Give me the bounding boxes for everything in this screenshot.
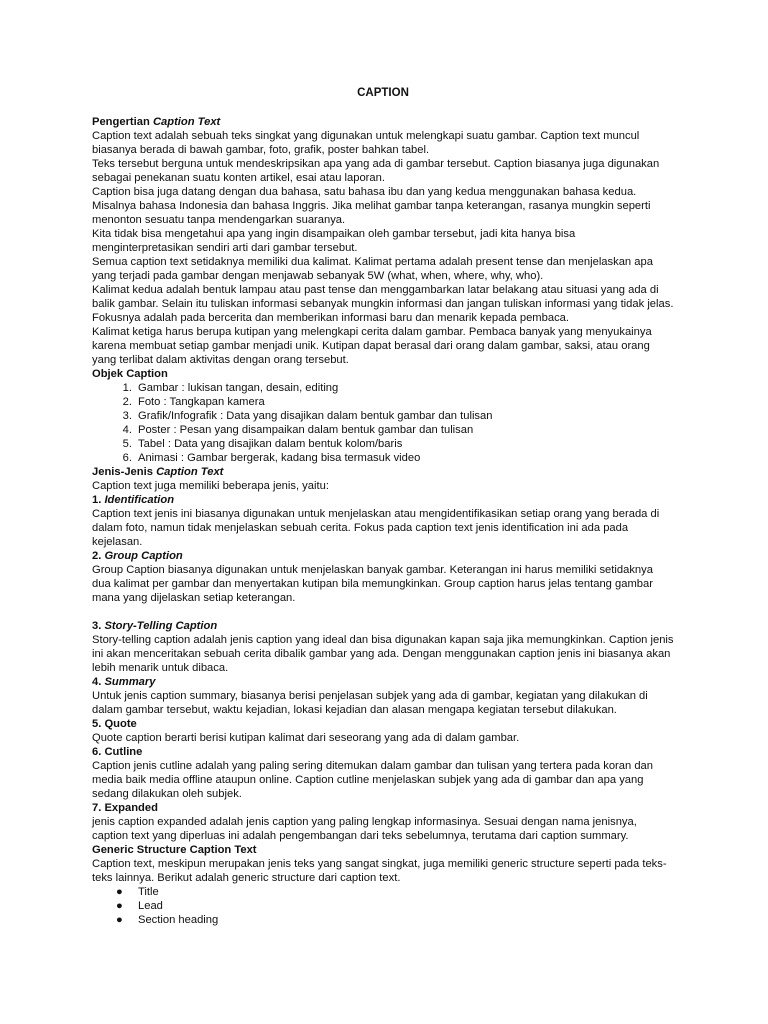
type-description: Story-telling caption adalah jenis caption yang ideal dan bisa digunakan kapan saja jika memungkinkan. Caption jenis ini akan menceritakan sebuah cerita dibalik gambar yang ada. Dengan menggunakan caption jenis ini biasanya akan lebih menarik untuk dibaca. (92, 634, 674, 674)
type-number: 1. (92, 494, 105, 506)
list-number: 3. (122, 410, 132, 422)
list-number: 6. (122, 452, 132, 464)
list-item-text: Animasi : Gambar bergerak, kadang bisa termasuk video (138, 452, 421, 464)
list-item (92, 885, 674, 899)
generic-heading: Generic Structure Caption Text (92, 844, 257, 856)
pengertian-paragraph: Teks tersebut berguna untuk mendeskripsikan apa yang ada di gambar tersebut. Caption biasanya juga digunakan sebagai penekanan suatu konten artikel, esai atau laporan. (92, 158, 660, 184)
type-number: 4. (92, 676, 105, 688)
list-item (92, 409, 674, 423)
list-item (92, 381, 674, 395)
blank-line (92, 605, 674, 619)
type-number: 3. (92, 620, 105, 632)
generic-structure-list (92, 885, 674, 927)
type-number: 6. (92, 746, 105, 758)
bullet-icon: ● (116, 886, 123, 898)
pengertian-paragraph: Kita tidak bisa mengetahui apa yang ingin disampaikan oleh gambar tersebut, jadi kita hanya bisa menginterpretasikan sendiri arti dari gambar tersebut. (92, 228, 576, 254)
pengertian-paragraph: Kalimat ketiga harus berupa kutipan yang melengkapi cerita dalam gambar. Pembaca banyak yang menyukainya karena membuat setiap gambar menjadi unik. Kutipan dapat berasal dari orang dalam gambar, saksi, atau orang yang terlibat dalam aktivitas dengan orang tersebut. (92, 326, 652, 366)
list-item-text: Title (138, 886, 159, 898)
list-item-text: Foto : Tangkapan kamera (138, 396, 265, 408)
list-item (92, 395, 674, 409)
pengertian-paragraph: Caption bisa juga datang dengan dua bahasa, satu bahasa ibu dan yang kedua menggunakan bahasa kedua. Misalnya bahasa Indonesia dan bahasa Inggris. Jika melihat gambar tanpa keterangan, rasanya mungkin seperti menonton sesuatu tanpa mendengarkan suaranya. (92, 186, 651, 226)
list-number: 4. (122, 424, 132, 436)
pengertian-paragraph: Kalimat kedua adalah bentuk lampau atau past tense dan menggambarkan latar belakang atau situasi yang ada di balik gambar. Selain itu tuliskan informasi sebanyak mungkin informasi dan jangan tuliskan informasi yang tidak jelas. Fokusnya adalah pada bercerita dan memberikan informasi baru dan menarik kepada pembaca. (92, 284, 674, 324)
type-name: Expanded (104, 802, 158, 814)
pengertian-heading-italic: Caption Text (152, 116, 221, 128)
bullet-icon: ● (116, 900, 123, 912)
bullet-icon: ● (116, 914, 123, 926)
list-item (92, 899, 674, 913)
type-name: Summary (104, 676, 156, 688)
pengertian-paragraph: Semua caption text setidaknya memiliki dua kalimat. Kalimat pertama adalah present tense dan menjelaskan apa yang terjadi pada gambar dengan menjawab sebanyak 5W (what, when, where, why, who). (92, 256, 653, 282)
generic-intro: Caption text, meskipun merupakan jenis teks yang sangat singkat, juga memiliki generic structure seperti pada teks-teks lainnya. Berikut adalah generic structure dari caption text. (92, 858, 667, 884)
type-description: Caption text jenis ini biasanya digunakan untuk menjelaskan atau mengidentifikasikan setiap orang yang berada di dalam foto, namun tidak menjelaskan sebuah cerita. Fokus pada caption text jenis identification ini ada pada kejelasan. (92, 508, 660, 548)
list-item-text: Gambar : lukisan tangan, desain, editing (138, 382, 339, 394)
list-item-text: Grafik/Infografik : Data yang disajikan dalam bentuk gambar dan tulisan (138, 410, 493, 422)
list-number: 5. (122, 438, 132, 450)
type-heading-identification (92, 493, 674, 507)
type-heading-summary (92, 675, 674, 689)
type-heading-cutline (92, 745, 674, 759)
jenis-heading (92, 465, 674, 479)
list-item-text: Poster : Pesan yang disampaikan dalam bentuk gambar dan tulisan (138, 424, 474, 436)
type-number: 2. (92, 550, 105, 562)
type-number: 5. (92, 718, 105, 730)
type-name: Group Caption (104, 550, 183, 562)
type-heading-quote (92, 717, 674, 731)
document-body (92, 86, 674, 927)
list-item (92, 451, 674, 465)
list-item-text: Tabel : Data yang disajikan dalam bentuk kolom/baris (138, 438, 403, 450)
list-item-text: Section heading (138, 914, 219, 926)
list-item (92, 423, 674, 437)
list-number: 1. (122, 382, 132, 394)
pengertian-heading-text: Pengertian (92, 116, 153, 128)
type-description: Caption jenis cutline adalah yang paling sering ditemukan dalam gambar dan tulisan yang tertera pada koran dan media baik media offline ataupun online. Caption cutline menjelaskan subjek yang ada di gambar dan apa yang sedang dilakukan oleh subjek. (92, 760, 653, 800)
type-name: Cutline (104, 746, 143, 758)
type-name: Quote (104, 718, 137, 730)
type-heading-group-caption (92, 549, 674, 563)
type-number: 7. (92, 802, 105, 814)
list-item (92, 437, 674, 451)
objek-heading: Objek Caption (92, 368, 168, 380)
document-title: CAPTION (357, 87, 409, 99)
jenis-intro: Caption text juga memiliki beberapa jenis, yaitu: (92, 480, 329, 492)
type-name: Story-Telling Caption (104, 620, 218, 632)
objek-list (92, 381, 674, 465)
type-heading-story-telling (92, 619, 674, 633)
pengertian-paragraph: Caption text adalah sebuah teks singkat yang digunakan untuk melengkapi suatu gambar. Caption text muncul biasanya berada di bawah gambar, foto, grafik, poster bahkan tabel. (92, 130, 640, 156)
pengertian-heading (92, 115, 674, 129)
list-item (92, 913, 674, 927)
type-description: Group Caption biasanya digunakan untuk menjelaskan banyak gambar. Keterangan ini harus memiliki setidaknya dua kalimat per gambar dan menyertakan kutipan bila memungkinkan. Group caption harus jelas tentang gambar mana yang dijelaskan setiap keterangan. (92, 564, 653, 604)
list-item-text: Lead (138, 900, 163, 912)
type-heading-expanded (92, 801, 674, 815)
type-description: Quote caption berarti berisi kutipan kalimat dari seseorang yang ada di dalam gambar. (92, 732, 520, 744)
type-description: Untuk jenis caption summary, biasanya berisi penjelasan subjek yang ada di gambar, kegiatan yang dilakukan di dalam gambar tersebut, waktu kejadian, lokasi kejadian dan alasan mengapa kegiatan tersebut dilakukan. (92, 690, 648, 716)
jenis-heading-italic: Caption Text (156, 466, 224, 478)
list-number: 2. (122, 396, 132, 408)
type-name: Identification (104, 494, 175, 506)
type-description: jenis caption expanded adalah jenis caption yang paling lengkap informasinya. Sesuai dengan nama jenisnya, caption text yang diperluas ini adalah pengembangan dari teks sebelumnya, terutama dari caption summary. (92, 816, 637, 842)
jenis-heading-text: Jenis-Jenis (92, 466, 157, 478)
